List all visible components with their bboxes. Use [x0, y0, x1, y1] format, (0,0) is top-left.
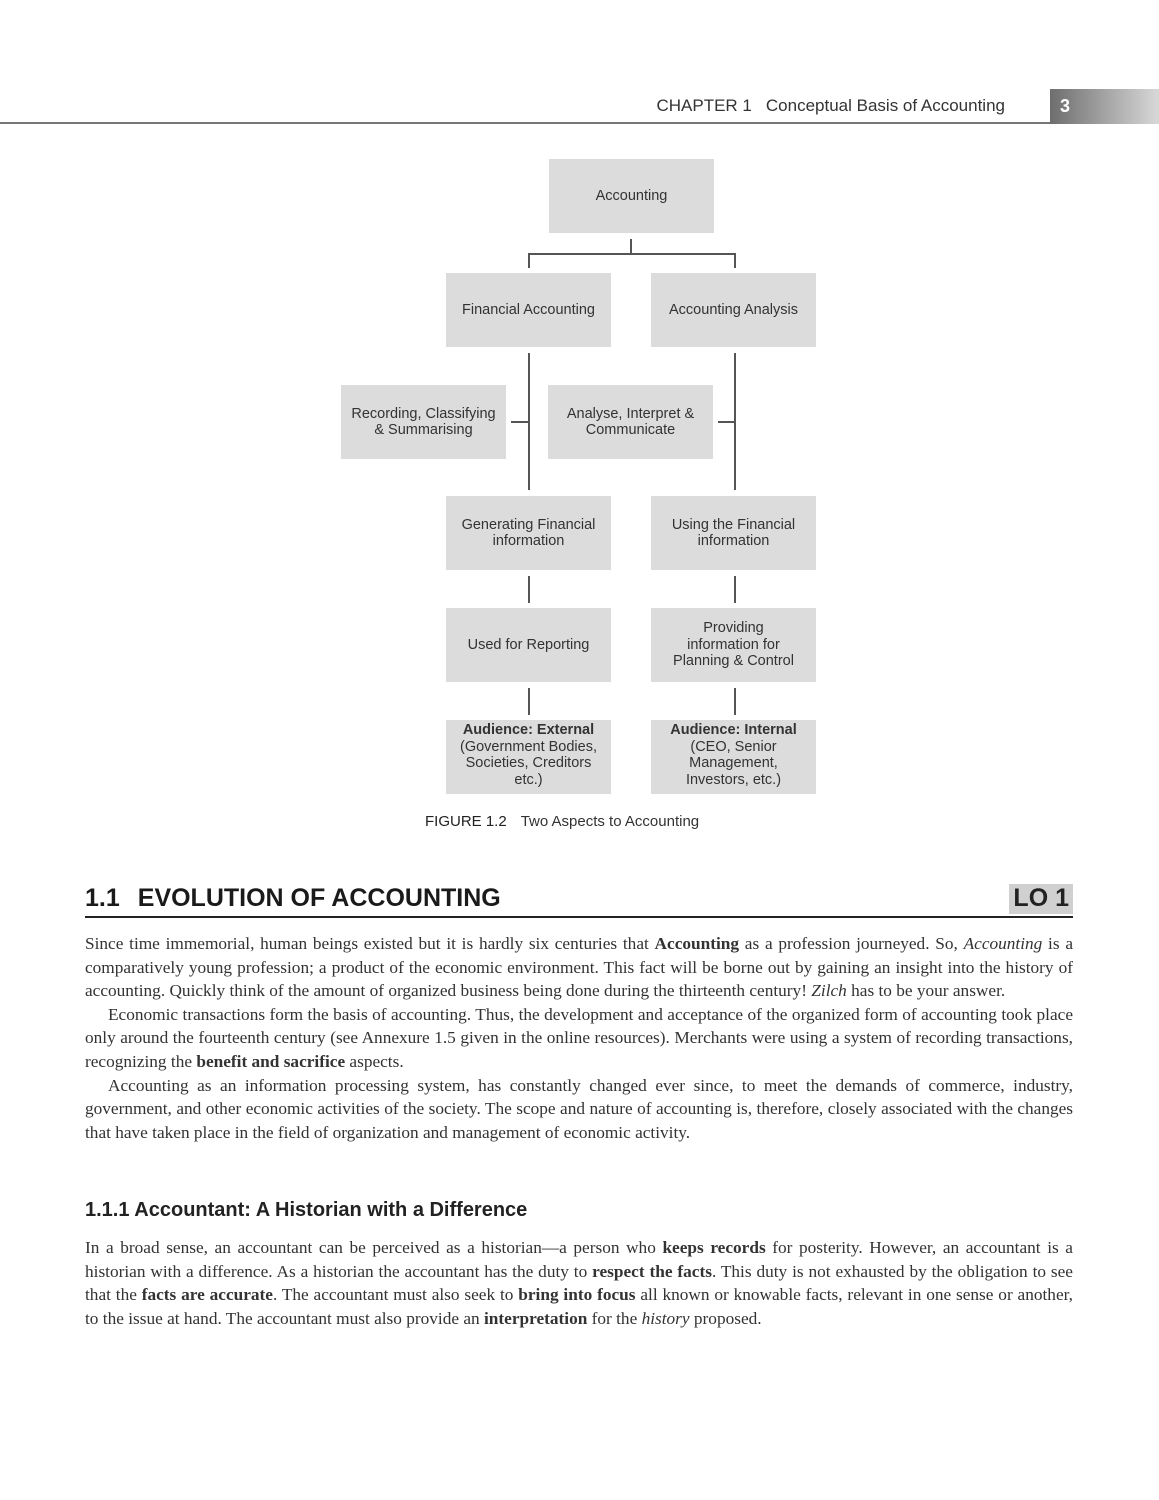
node-label-line: Planning & Control [673, 653, 794, 670]
text-run: Since time immemorial, human beings existed but it is hardly six centuries that [85, 934, 655, 953]
connector [718, 421, 735, 423]
connector [528, 253, 736, 255]
node-accounting-analysis [651, 273, 816, 347]
node-reporting [446, 608, 611, 682]
header-rule [0, 122, 1050, 124]
node-providing [651, 608, 816, 682]
audience-title: Audience: External [462, 722, 595, 738]
text-run: In a broad sense, an accountant can be perceived as a historian—a person who [85, 1238, 663, 1257]
node-label-line: Accounting Analysis [669, 301, 798, 318]
text-run: has to be your answer. [846, 981, 1006, 1001]
node-label-line: & Summarising [374, 422, 473, 438]
node-financial-accounting [446, 273, 611, 347]
node-label-line: information for [687, 636, 780, 653]
node-label [462, 302, 595, 319]
connector [630, 239, 632, 254]
text-run: . The accountant must also seek to [272, 1285, 519, 1305]
node-using [651, 496, 816, 570]
paragraph [85, 1003, 1073, 1074]
connector [528, 253, 530, 268]
node-label-line: Financial Accounting [462, 301, 595, 318]
node-audience-external [446, 720, 611, 794]
connector [528, 688, 530, 715]
section-body [85, 932, 1073, 1144]
node-label-line: Using the Financial [671, 516, 796, 533]
node-label-line: Providing [703, 620, 764, 637]
text-run: proposed. [689, 1308, 762, 1328]
text-run: for the [587, 1308, 642, 1328]
node-label [468, 637, 590, 654]
section-heading [85, 884, 1073, 918]
section-number: 1.1 [85, 884, 120, 912]
chapter-title: Conceptual Basis of Accounting [765, 96, 1005, 115]
italic-term: Accounting [963, 934, 1043, 953]
text-run: for posterity. However, an accountant is a historian with a difference. As a historian the accountant has the duty to [85, 1238, 1073, 1281]
audience-line: (Government Bodies, [459, 738, 597, 755]
node-label [351, 406, 495, 439]
italic-term: history [641, 1308, 690, 1328]
running-header [656, 96, 1005, 116]
figure-label: FIGURE 1.2 [425, 813, 507, 830]
node-audience-internal [651, 720, 816, 794]
node-label [669, 302, 798, 319]
node-accounting [549, 159, 714, 233]
bold-term: benefit and sacrifice [196, 1051, 346, 1071]
learning-objective-badge: LO 1 [1009, 884, 1073, 914]
audience-line: Societies, Creditors [465, 755, 592, 771]
node-label [596, 188, 668, 205]
node-analyse [548, 385, 713, 459]
text-run: as a profession journeyed. So, [739, 934, 964, 953]
node-label-line: Communicate [585, 422, 676, 438]
audience-line: Management, [689, 755, 778, 771]
text-run: Economic transactions form the basis of accounting. Thus, the development and acceptance of the organized form of accounting took place only around the fourteenth century (see Annexure 1.5 given in the online resources). Merchants were using a system of recording transactions, recognizing the [85, 1004, 1073, 1071]
paragraph [85, 1236, 1073, 1330]
bold-term: Accounting [654, 934, 740, 953]
connector [528, 576, 530, 603]
italic-term: Zilch [811, 981, 847, 1001]
chapter-label: CHAPTER 1 [656, 96, 752, 115]
bold-term: keeps records [662, 1238, 766, 1257]
node-generating [446, 496, 611, 570]
audience-line: (CEO, Senior [690, 738, 777, 755]
node-label [672, 517, 795, 550]
subsection-heading: 1.1.1 Accountant: A Historian with a Difference [85, 1199, 528, 1221]
paragraph [85, 932, 1073, 1003]
connector [734, 688, 736, 715]
connector [734, 576, 736, 603]
figure-caption [425, 813, 699, 830]
audience-line: etc.) [514, 771, 543, 788]
node-label-line: information [697, 533, 770, 549]
section-title: EVOLUTION OF ACCOUNTING [137, 884, 501, 912]
paragraph [85, 1074, 1073, 1145]
subsection-body [85, 1236, 1073, 1330]
bold-term: interpretation [483, 1308, 588, 1328]
node-label-line: information [492, 533, 565, 549]
node-label [567, 406, 694, 439]
bold-term: respect the facts [592, 1261, 712, 1281]
node-label [673, 620, 794, 670]
text-run: . This duty is not exhausted by the obligation to see that the [85, 1261, 1073, 1305]
text-run: is a comparatively young profession; a product of the economic environment. This fact will be borne out by gaining an insight into the history of accounting. Quickly think of the amount of organized business being done during the thirteenth century! [85, 934, 1073, 1001]
node-label-line: Analyse, Interpret & [566, 405, 695, 422]
audience-title: Audience: Internal [670, 722, 797, 738]
figure-title: Two Aspects to Accounting [520, 813, 700, 830]
text-run: Accounting as an information processing system, has constantly changed ever since, to meet the demands of commerce, industry, government, and other economic activities of the society. The scope and nature of accounting is, therefore, closely associated with the changes that have taken place in the field of organization and management of economic activity. [85, 1075, 1073, 1142]
node-label [462, 517, 596, 550]
node-recording [341, 385, 506, 459]
page-number: 3 [1060, 96, 1071, 116]
node-label-line: Recording, Classifying [351, 405, 496, 422]
page-number-tab [1050, 89, 1159, 124]
bold-term: bring into focus [518, 1285, 636, 1305]
text-run: aspects. [345, 1051, 404, 1071]
audience-line: Investors, etc.) [685, 771, 782, 788]
bold-term: facts are accurate [141, 1285, 273, 1305]
connector [734, 253, 736, 268]
node-label-line: Accounting [595, 187, 668, 204]
connector [511, 421, 529, 423]
text-run: all known or knowable facts, relevant in one sense or another, to the issue at hand. The accountant must also provide an [85, 1285, 1073, 1328]
node-label-line: Used for Reporting [467, 636, 590, 653]
node-label-line: Generating Financial [461, 516, 596, 533]
